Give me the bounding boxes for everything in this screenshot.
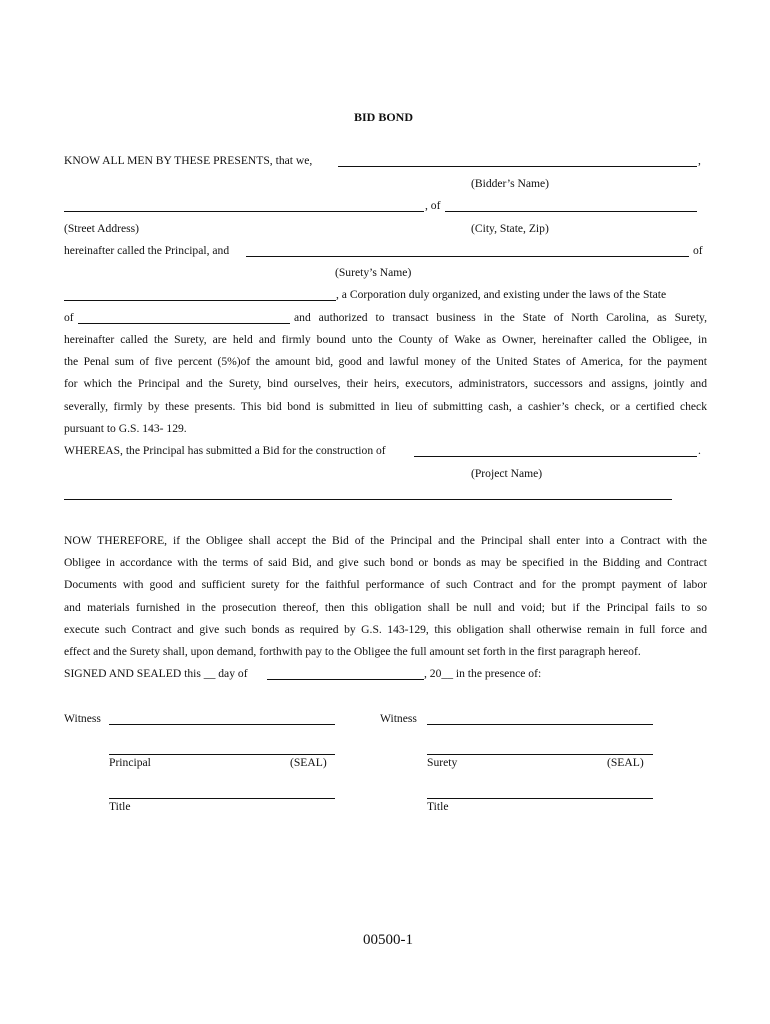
comma: , <box>698 154 701 167</box>
state-of-field[interactable] <box>78 323 290 324</box>
signed-prefix: SIGNED AND SEALED this __ day of <box>64 667 248 680</box>
corporation-state-field[interactable] <box>64 300 336 301</box>
page-number: 00500-1 <box>363 932 413 948</box>
whereas-prefix: WHEREAS, the Principal has submitted a Bid for the construction of <box>64 444 386 457</box>
street-address-field[interactable] <box>64 211 424 212</box>
principal-title-label: Title <box>109 800 131 813</box>
now-therefore-line-1: NOW THEREFORE, if the Obligee shall accept the Bid of the Principal and the Principal shall enter into a Contract with the <box>64 534 707 547</box>
period: . <box>698 444 701 457</box>
bidder-name-label: (Bidder’s Name) <box>471 177 550 190</box>
paragraph-line-surety-held: hereinafter called the Surety, are held and firmly bound unto the County of Wake as Owner, hereinafter called the Obligee, in <box>64 333 707 346</box>
surety-name-label: (Surety’s Name) <box>335 266 412 279</box>
now-therefore-line-6: effect and the Surety shall, upon demand, forthwith pay to the Obligee the full amount set forth in the first paragraph hereof. <box>64 645 641 658</box>
paragraph-line-penal-sum: the Penal sum of five percent (5%)of the amount bid, good and lawful money of the United States of America, for the payment <box>64 355 707 368</box>
principal-seal-label: (SEAL) <box>290 756 327 769</box>
surety-name-field[interactable] <box>246 256 689 257</box>
surety-label: Surety <box>427 756 458 769</box>
city-state-zip-field[interactable] <box>445 211 697 212</box>
surety-signature-line[interactable] <box>427 754 653 755</box>
now-therefore-line-3: Documents with good and sufficient surety for the faithful performance of such Contract and for the prompt payment of labor <box>64 578 707 591</box>
principal-title-line[interactable] <box>109 798 335 799</box>
witness-left-label: Witness <box>64 712 101 725</box>
witness-left-signature-line[interactable] <box>109 724 335 725</box>
know-all-prefix: KNOW ALL MEN BY THESE PRESENTS, that we, <box>64 154 313 167</box>
authorized-text: and authorized to transact business in the State of North Carolina, as Surety, <box>294 311 707 324</box>
project-name-label: (Project Name) <box>471 467 543 480</box>
paragraph-line-severally: severally, firmly by these presents. This bid bond is submitted in lieu of submitting cash, a cashier’s check, or a certified check <box>64 400 707 413</box>
surety-title-line[interactable] <box>427 798 653 799</box>
paragraph-line-for-which: for which the Principal and the Surety, bind ourselves, their heirs, executors, administrators, successors and assigns, jointly and <box>64 377 707 390</box>
of-word: , of <box>425 199 441 212</box>
of-prefix: of <box>64 311 74 324</box>
signed-suffix: , 20__ in the presence of: <box>424 667 542 680</box>
city-state-zip-label: (City, State, Zip) <box>471 222 549 235</box>
document-title: BID BOND <box>354 110 414 124</box>
surety-title-label: Title <box>427 800 449 813</box>
principal-label: Principal <box>109 756 151 769</box>
witness-right-signature-line[interactable] <box>427 724 653 725</box>
principal-prefix: hereinafter called the Principal, and <box>64 244 230 257</box>
now-therefore-line-4: and materials furnished in the prosecution thereof, then this obligation shall be null and void; but if the Principal fails to so <box>64 601 707 614</box>
now-therefore-line-5: execute such Contract and give such bonds as required by G.S. 143-129, this obligation shall otherwise remain in full force and <box>64 623 707 636</box>
project-name-continuation-field[interactable] <box>64 499 672 500</box>
signed-date-field[interactable] <box>267 679 424 680</box>
now-therefore-line-2: Obligee in accordance with the terms of said Bid, and give such bond or bonds as may be specified in the Bidding and Contract <box>64 556 707 569</box>
witness-right-label: Witness <box>380 712 417 725</box>
bidder-name-field[interactable] <box>338 166 697 167</box>
principal-signature-line[interactable] <box>109 754 335 755</box>
corporation-text: , a Corporation duly organized, and existing under the laws of the State <box>336 288 667 301</box>
paragraph-line-pursuant: pursuant to G.S. 143- 129. <box>64 422 187 435</box>
project-name-field[interactable] <box>414 456 697 457</box>
surety-seal-label: (SEAL) <box>607 756 644 769</box>
of-suffix: of <box>693 244 703 257</box>
street-address-label: (Street Address) <box>64 222 140 235</box>
